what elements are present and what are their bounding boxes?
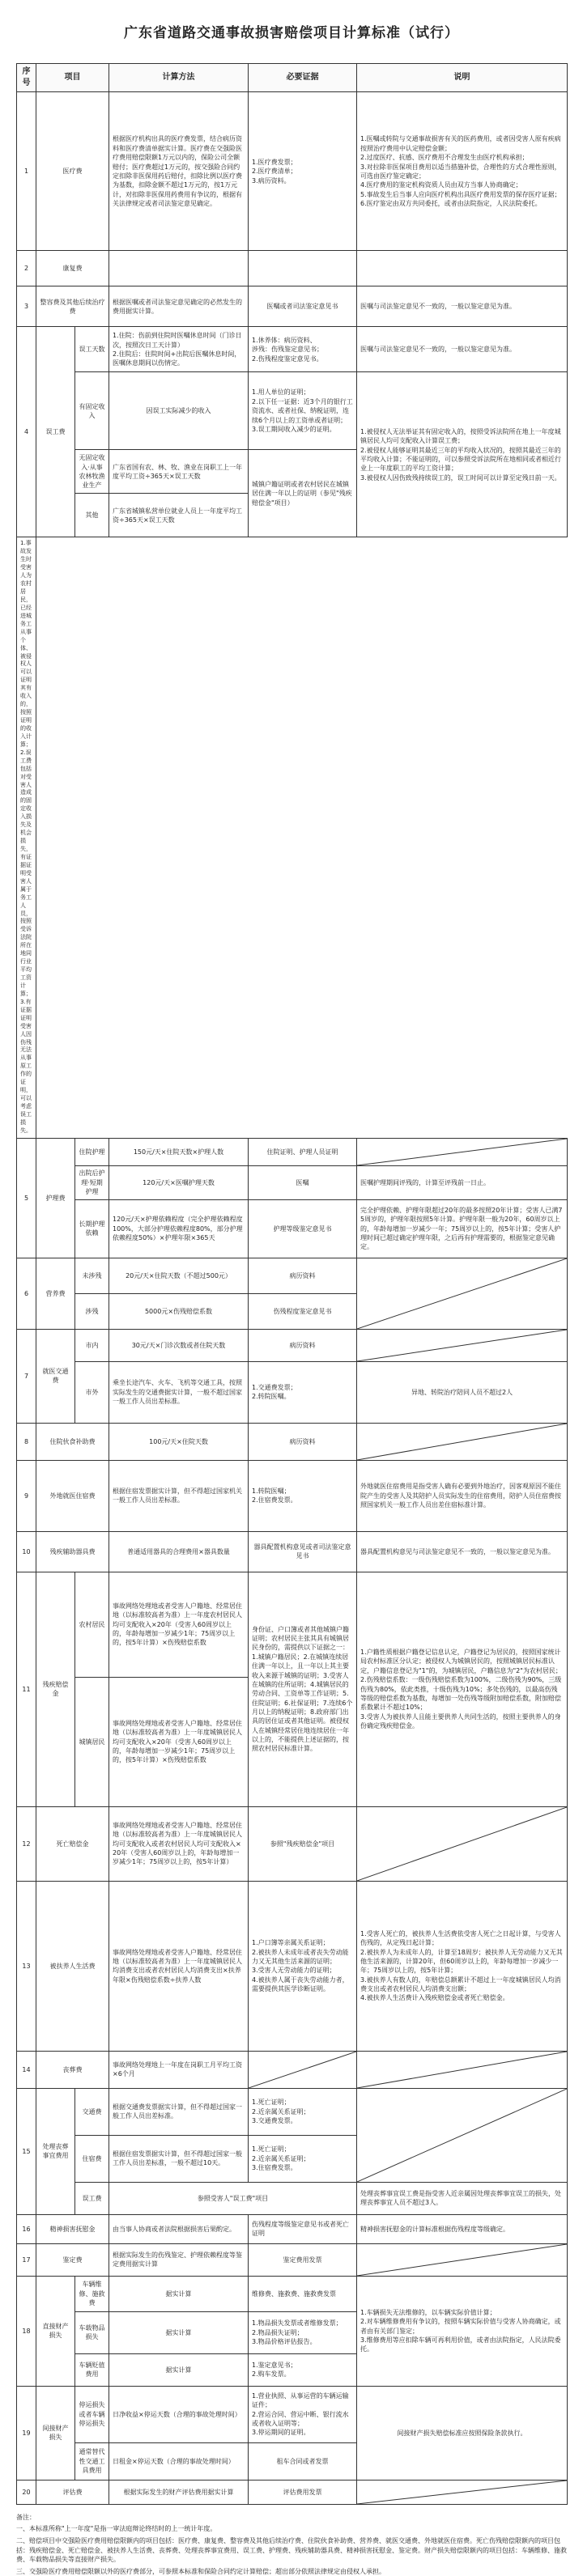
required-evidence: 1.休养体：病历资料、 涉残：伤残鉴定意见书； 2.伤残程度鉴定意见书。 [249,327,357,372]
subitem-name: 市外 [75,1361,109,1423]
diagonal-line [357,2052,567,2088]
subitem-name: 出院后护理·短期护理 [75,1165,109,1199]
document-title: 广东省道路交通事故损害赔偿项目计算标准（试行） [124,25,459,41]
item-name: 间接财产损失 [36,2386,75,2480]
row-number: 14 [17,2051,36,2088]
calc-method: 广东省国有农、林、牧、渔业在岗职工上一年度平均工资÷365天×误工天数 [109,450,249,494]
row-number: 1 [17,92,36,251]
table-row [17,1806,568,1881]
required-evidence: 病历资料 [249,1329,357,1361]
empty-cell-diagonal [357,2051,568,2088]
required-evidence: 1.鉴定意见书； 2.购车发票。 [249,2353,357,2386]
calc-method: 根据实际发生的财产评估费用据实计算 [109,2480,249,2504]
required-evidence: 1.营业执照、从事运营的车辆运输证件； 2.营运合同、营运中断、银行流水或者收入证明等； 3.停运期间的证明。 [249,2386,357,2442]
calc-method: 事故网络处理地或者受害人户籍地、经常居住地（以标准较高者为准）上一年度城镇居民人均消费支出或者农村居民人均消费支出×扶养年限×伤残赔偿系数÷扶养人数 [109,1881,249,2051]
row-number: 18 [17,2276,36,2386]
subitem-label: 短期护理 [85,1178,103,1195]
required-evidence: 1.转院医嘱； 2.住宿费发票。 [249,1460,357,1531]
calc-method: 100元/天×住院天数 [109,1423,249,1460]
required-evidence: 身份证、户口簿或者其他城镇户籍证明；农村居民主张其具有城镇居民身份的，需提供以下证据之一：1.城镇户籍居民；2.在城镇连续居住满一年以上，且一年以上其主要收入来源于城镇的证明；3.受害人在城镇的住所证明；4.城镇居民的劳动合同、工资单等工作证明；5.住院证明；6.社保证明；7.连续6个月以上的纳税证明；8.政府部门出具的居住证或者其他证明。被侵权人在城镇经常居住地连续居住一年以上的，不能提供上述证据的，按照农村居民标准计算。 [249,1572,357,1806]
calc-method: 根据交通费发票据实计算，但不得超过国家一般工作人员出差标准。 [109,2088,249,2135]
calc-method: 根据实际发生的伤残鉴定、护理依赖程度等鉴定费用据实计算 [109,2243,249,2276]
calc-method: 根据医疗机构出具的医疗费发票，结合病历资料和医疗费清单据实计算。医疗费在交强险医疗费用赔偿限额1万元以内的，保险公司全额赔付；医疗费超过1万元的，按交强险合同约定扣除非医保用药后赔付，扣除比例以医疗费为基数，扣除金额不超过1万元的，按1万元计，对扣除非医保用药费用有争议的，根据有关法律规定或者司法鉴定意见确定。 [109,92,249,251]
subitem-name: 误工费 [75,2182,109,2214]
row-number: 19 [17,2386,36,2480]
required-evidence: 参照"残疾赔偿金"项目 [249,1806,357,1881]
explanation: 处理丧葬事宜误工费是指受害人近亲属因处理丧葬事宜误工的损失，处理丧葬事宜人员不超过3人。 [357,2182,568,2214]
subitem-name: 误工天数 [75,327,109,372]
subitem-group-label: 出院后护理 [79,1169,105,1186]
empty-cell-diagonal [249,2051,357,2088]
table-row [17,537,568,1138]
row-number: 16 [17,2214,36,2243]
subitem-name: 其他 [75,494,109,537]
diagonal-line [357,1807,567,1881]
diagonal-line [249,2052,356,2088]
calc-method: 参照受害人"误工费"项目 [109,2182,357,2214]
required-evidence: 医嘱 [249,1165,357,1199]
row-number: 13 [17,1881,36,2051]
required-evidence: 器具配置机构意见或者司法鉴定意见书 [249,1531,357,1572]
table-row [17,1329,568,1361]
empty-cell-diagonal [357,2480,568,2504]
row-number: 3 [17,286,36,327]
subitem-label: 从事农林牧渔业生产 [79,463,105,490]
required-evidence: 1.用人单位的证明； 2.以下任一证据：近3个月的银行工资流水、或者社保、纳税证明，连续6个月以上的工资单或者证明； 3.误工期间收入减少的证明。 [249,372,357,450]
table-row [17,327,568,372]
explanation: 1.被侵权人无法举证其有固定收入的，按照受诉法院所在地上一年度城镇居民人均可支配收入计算误工费； 2.被侵权人能够证明其最近三年的平均收入状况的，按照其最近三年的平均收入计算；不能证明的，可以参照受诉法院所在地相同或者相近行业上一年度职工的平均工资计算； 3.被侵权人因伤致残持续误工的，误工时间可以计算至定残日前一天。 [357,372,568,537]
calc-method: 20元/天×住院天数（不超过500元） [109,1258,249,1293]
diagonal-line [357,2481,567,2504]
table-row [17,2386,568,2442]
calc-method: 根据住宿发票据实计算，但不得超过国家机关一般工作人员出差标准。 [109,1460,249,1531]
subitem-name: 农村居民 [75,1572,109,1677]
footnote-item: 二、赔偿项目中交强险医疗费用赔偿限额内的项目包括：医疗费、康复费、整容费及其他后续治疗费、住院伙食补助费、营养费、就医交通费、外地就医住宿费。死亡伤残赔偿限额内的项目包括：残疾赔偿金、死亡赔偿金、被扶养人生活费、丧葬费、处理丧葬事宜费用、误工费、护理费、残疾辅助器具费、精神损害抚慰金、鉴定费。财产损失赔偿限额内的项目包括：车辆维修、施救费、车载物品损失等直接财产损失。 [16,2536,567,2564]
empty-cell-diagonal [357,1258,568,1329]
item-name: 医疗费 [36,92,109,251]
empty-cell-diagonal [357,1138,568,1165]
empty-cell-diagonal [357,2243,568,2276]
diagonal-line [357,1258,567,1329]
explanation: 1.户籍性质根据户籍登记信息认定，户籍登记为居民的，按照国家统计局农村标准区分认定；被侵权人为城镇居民的，按照城镇居民标准认定，户籍信息登记为"1"的，为城镇居民，户籍信息为"2"为农村居民； 2.伤残赔偿系数：一级伤残赔偿系数为100%，二级伤残为90%，三级伤残为80%，依此类推，十级伤残为10%；多处伤残的，以最高伤残等级的赔偿系数为基数，每增加一处伤残等级附加赔偿系数，附加赔偿系数累计不超过10%； 3.受害人为被扶养人且能主要供养人共同生活的，按照主要供养人的身份确定残疾赔偿金。 [357,1572,568,1806]
item-name: 残疾辅助器具费 [36,1531,109,1572]
item-name: 被扶养人生活费 [36,1881,109,2051]
diagonal-line [357,1424,567,1460]
table-row [17,286,568,327]
calc-method: 据实计算 [109,2276,249,2311]
subitem-name: 住院护理 [75,1138,109,1165]
required-evidence: 1.死亡证明； 2.近亲属关系证明； 3.住宿费发票。 [249,2135,357,2182]
subitem-name: 市内 [75,1329,109,1361]
calc-method: 日净收益×停运天数（合理的事故处理时间） [109,2386,249,2442]
subitem-name: 城镇居民 [75,1677,109,1806]
table-header-row [17,64,568,92]
diagonal-line [357,1330,567,1361]
required-evidence: 病历资料 [249,1423,357,1460]
table-row [17,1881,568,2051]
calc-method: 120元/天×护理依赖程度（完全护理依赖程度100%，大部分护理依赖程度80%，部分护理依赖程度50%）×护理年限×365天 [109,1199,249,1258]
item-name: 就医交通费 [36,1329,75,1423]
required-evidence: 伤残程度鉴定意见书 [249,1293,357,1329]
required-evidence: 病历资料 [249,1258,357,1293]
diagonal-line [357,2089,567,2182]
explanation: 间接财产损失赔偿标准应按照保险条款执行。 [357,2386,568,2480]
empty-cell-diagonal [357,1806,568,1881]
row-number: 15 [17,2088,36,2214]
calc-method [109,251,249,286]
subitem-name: 车辆贬值费用 [75,2353,109,2386]
table-row [17,1423,568,1460]
table-row [17,92,568,251]
item-name: 丧葬费 [36,2051,109,2088]
table-row [17,2480,568,2504]
explanation: 完全护理依赖、护理年限超过20年的最多按照20年计算；受害人已满75周岁的，护理年限按照5年计算。护理年限一般为20年，60周岁以上的，年龄每增加一岁减少一年；75周岁以上的，按5年计算；受害人护理时间已超过确定护理年限，之后再有护理需要的，根据鉴定意见确定。 [357,1199,568,1258]
subitem-name: 住宿费 [75,2135,109,2182]
calc-method: 由当事人协商或者法院根据损害后果酌定。 [109,2214,249,2243]
table-row [17,1165,568,1199]
explanation: 医嘱与司法鉴定意见不一致的，一般以鉴定意见为准。 [357,327,568,372]
calc-method: 据实计算 [109,2311,249,2353]
required-evidence: 伤残程度等级鉴定意见书或者死亡证明 [249,2214,357,2243]
footnote-item: 一、本标准所称"上一年度"是指一审法庭辩论终结时的上一统计年度。 [16,2525,217,2533]
footnote-heading: 备注： [16,2513,36,2521]
calc-method: 事故网络处理地上一年度在岗职工月平均工资×6个月 [109,2051,249,2088]
calc-method: 事故网络处理地或者受害人户籍地、经常居住地（以标准较高者为准）上一年度农村居民人均可支配收入×20年（受害人60周岁以上的，年龄每增加一岁减少1年；75周岁以上的，按5年计算）×伤残赔偿系数 [109,1572,249,1677]
required-evidence: 维修费、施救费、施救费发票 [249,2276,357,2311]
table-row [17,1572,568,1677]
required-evidence: 1.死亡证明； 2.近亲属关系证明； 3.交通费发票。 [249,2088,357,2135]
table-row [17,2051,568,2088]
header-note: 说明 [357,64,568,92]
calc-method: 120元/天×医嘱护理天数 [109,1165,249,1199]
header-no: 序号 [17,64,36,92]
table-row [17,1258,568,1293]
required-evidence: 评估费用发票 [249,2480,357,2504]
row-number: 20 [17,2480,36,2504]
subitem-name: 无固定收入·从事农林牧渔业生产 [75,450,109,494]
row-number: 10 [17,1531,36,1572]
row-number: 11 [17,1572,36,1806]
subitem-name: 长期护理依赖 [75,1199,109,1258]
table-row [17,2088,568,2135]
table-row [17,2276,568,2311]
header-item: 项目 [36,64,109,92]
row-number: 8 [17,1423,36,1460]
required-evidence: 医嘱或者司法鉴定意见书 [249,286,357,327]
subitem-name: 车载物品损失 [75,2311,109,2353]
required-evidence: 城镇户籍证明或者农村居民在城镇居住满一年以上的证明（参见"残疾赔偿金"项目） [249,450,357,537]
required-evidence: 1.物品损失发票或者维修发票； 2.物品损失证明； 3.物品价格评估报告。 [249,2311,357,2353]
required-evidence: 租车合同或者发票 [249,2442,357,2480]
calc-method: 根据医嘱或者司法鉴定意见确定的必然发生的费用据实计算。 [109,286,249,327]
compensation-table [16,63,568,2505]
item-name: 外地就医住宿费 [36,1460,109,1531]
explanation [357,251,568,286]
explanation: 1.事故发生时受害人为农村居民，已经进城务工从事个体、被侵权人可以证明其有收入的，按照证明的收入计算； 2.误工费包括对受害人造成的固定收入损失及机会损失，有证据证明受害人属于务工人员，按照受诉法院所在地同行业平均工资计算； 3.有证据证明受害人因伤残无法从事原工作的证明，可以考虑误工损失。 [17,537,36,1138]
table-row [17,1361,568,1423]
empty-cell-diagonal [357,2088,568,2182]
calc-method: 乘坐长途汽车、火车、飞机等交通工具，按照实际发生的交通费据实计算，一般不超过国家一般工作人员出差标准。 [109,1361,249,1423]
required-evidence: 护理等级鉴定意见书 [249,1199,357,1258]
calc-method: 因误工实际减少的收入 [109,372,249,450]
required-evidence: 1.医疗费发票； 2.医疗费清单； 3.病历资料。 [249,92,357,251]
calc-method: 30元/天×门诊次数或者住院天数 [109,1329,249,1361]
calc-method: 根据住宿发票据实计算，但不得超过国家一般工作人员出差标准，一般不超过10天。 [109,2135,249,2182]
row-number: 12 [17,1806,36,1881]
subitem-group-label: 无固定收入 [79,454,105,471]
item-name: 鉴定费 [36,2243,109,2276]
table-row [17,1460,568,1531]
subitem-name: 未涉残 [75,1258,109,1293]
required-evidence: 1.户口簿等亲属关系证明； 2.被扶养人未成年或者丧失劳动能力又无其他生活来源的证明； 3.受害人无劳动能力的证明； 4.被扶养人属于丧失劳动能力者，需要提供其医学诊断证明。 [249,1881,357,2051]
footnotes [16,2513,567,2576]
item-name: 残疾赔偿金 [36,1572,75,1806]
table-row [17,2182,568,2214]
header-evidence: 必要证据 [249,64,357,92]
table-row [17,251,568,286]
required-evidence: 1.交通费发票； 2.转院医嘱。 [249,1361,357,1423]
calc-method: 5000元×伤残赔偿系数 [109,1293,249,1329]
table-row [17,1199,568,1258]
item-name: 护理费 [36,1138,75,1258]
calc-method: 普通适用器具的合理费用×器具数量 [109,1531,249,1572]
explanation: 1.医嘱或转院与交通事故损害有关的医药费用，或者因受害人原有疾病按照治疗费用中认定赔偿金额； 2.过度医疗、抗感、医疗费用不合理发生由医疗机构承担； 3.对拉除非医保项目费用以适当措施补偿，合理性的方式合理性原则，可选由医疗鉴定确定； 4.医疗费用的鉴定机构资质人员由双方当事人协商确定； 5.事故发生后当事人应向医疗机构出具医疗费用发票的保存医疗证据； 6.医疗鉴定由双方共同委托，或者由法院指定，人民法院委托。 [357,92,568,251]
footnote-item: 三、交强险医疗费用赔偿限额以外的医疗费部分，可参照本标准和保险合同约定计算赔偿；超出部分依照法律规定由侵权人承担。 [16,2567,385,2575]
item-name: 评估费 [36,2480,109,2504]
row-number: 9 [17,1460,36,1531]
explanation: 医嘱护理期间评残的，计算至评残前一日止。 [357,1165,568,1199]
item-name: 处理丧葬事宜费用 [36,2088,75,2214]
subitem-name: 交通费 [75,2088,109,2135]
explanation: 外地就医住宿费用是指受害人确有必要到外地治疗，因客观原因不能住院产生的受害人及其陪护人员实际发生的住宿费用，陪护人员住宿费按照国家机关一般工作人员出差住宿标准计算。 [357,1460,568,1531]
table-row [17,1138,568,1165]
subitem-name: 涉残 [75,1293,109,1329]
row-number: 4 [17,327,36,537]
row-number: 5 [17,1138,36,1258]
diagonal-line [357,2244,567,2276]
explanation: 异地、转院治疗陪同人员不超过2人 [357,1361,568,1423]
calc-method: 广东省城镇私营单位就业人员上一年度平均工资÷365天×误工天数 [109,494,249,537]
calc-method: 1.住院：伤前到住院时医嘱休息时间（门诊日次，按照次日工天计算） 2.住院后：住院时间+出院后医嘱休息时间，医嘱休息期间以伤情定。 [109,327,249,372]
row-number: 17 [17,2243,36,2276]
explanation: 1.受害人死亡的，被扶养人生活费依受害人死亡之日起计算，与受害人伤残的，从定残日起计算； 2.被扶养人为未成年人的，计算至18周岁；被扶养人无劳动能力又无其他生活来源的，计算20年，但60周岁以上的，年龄每增加一岁减少一年；75周岁以上的，按5年计算； 3.被扶养人有数人的，年赔偿总额累计不超过上一年度城镇居民人均消费支出或者农村居民人均消费支出额； 4.被扶养人生活费计入残疾赔偿金或者死亡赔偿金。 [357,1881,568,2051]
subitem-name: 停运损失或者车辆停运损失 [75,2386,109,2442]
calc-method: 据实计算 [109,2353,249,2386]
explanation: 精神损害抚慰金的计算标准根据伤残程度等级确定。 [357,2214,568,2243]
table-row [17,2214,568,2243]
subitem-name: 通常替代性交通工具费用 [75,2442,109,2480]
empty-cell-diagonal [357,1329,568,1361]
subitem-name: 有固定收入 [75,372,109,450]
table-row [17,372,568,450]
required-evidence: 住院证明、护理人员证明 [249,1138,357,1165]
item-name: 整容费及其他后续治疗费 [36,286,109,327]
row-number: 6 [17,1258,36,1329]
table-row [17,2243,568,2276]
explanation: 器具配置机构意见与司法鉴定意见不一致的，一般以鉴定意见为准。 [357,1531,568,1572]
row-number: 7 [17,1329,36,1423]
required-evidence: 鉴定费用发票 [249,2243,357,2276]
item-name: 直接财产损失 [36,2276,75,2386]
diagonal-line [357,1139,567,1165]
item-name: 康复费 [36,251,109,286]
header-method: 计算方法 [109,64,249,92]
item-name: 误工费 [36,327,75,537]
calc-method: 事故网络处理地或者受害人户籍地、经常居住地（以标准较高者为准）上一年度城镇居民人均可支配收入或者农村居民人均可支配收入×20年（受害人60周岁以上的，年龄每增加一岁减少1年；75周岁以上的，按5年计算） [109,1806,249,1881]
item-name: 营养费 [36,1258,75,1329]
calc-method: 150元/天×住院天数×护理人数 [109,1138,249,1165]
required-evidence [249,251,357,286]
calc-method: 事故网络处理地或者受害人户籍地、经常居住地（以标准较高者为准）上一年度城镇居民人均可支配收入×20年（受害人60周岁以上的，年龄每增加一岁减少1年；75周岁以上的，按5年计算）×伤残赔偿系数 [109,1677,249,1806]
item-name: 死亡赔偿金 [36,1806,109,1881]
explanation: 医嘱与司法鉴定意见不一致的，一般以鉴定意见为准。 [357,286,568,327]
empty-cell-diagonal [357,1423,568,1460]
item-name: 住院伙食补助费 [36,1423,109,1460]
item-name: 精神损害抚慰金 [36,2214,109,2243]
table-row [17,1531,568,1572]
explanation: 1.车辆损失无法维修的，以车辆实际价值计算； 2.对车辆维修费用有争议的，按照车辆实际价值与受害人协商确定，或者由有关部门鉴定； 3.维修费用等应扣除车辆可再利用价值，或者由法院指定，人民法院委托。 [357,2276,568,2386]
calc-method: 日租金×停运天数（合理的事故处理时间） [109,2442,249,2480]
row-number: 2 [17,251,36,286]
subitem-name: 车辆维修、施救费 [75,2276,109,2311]
